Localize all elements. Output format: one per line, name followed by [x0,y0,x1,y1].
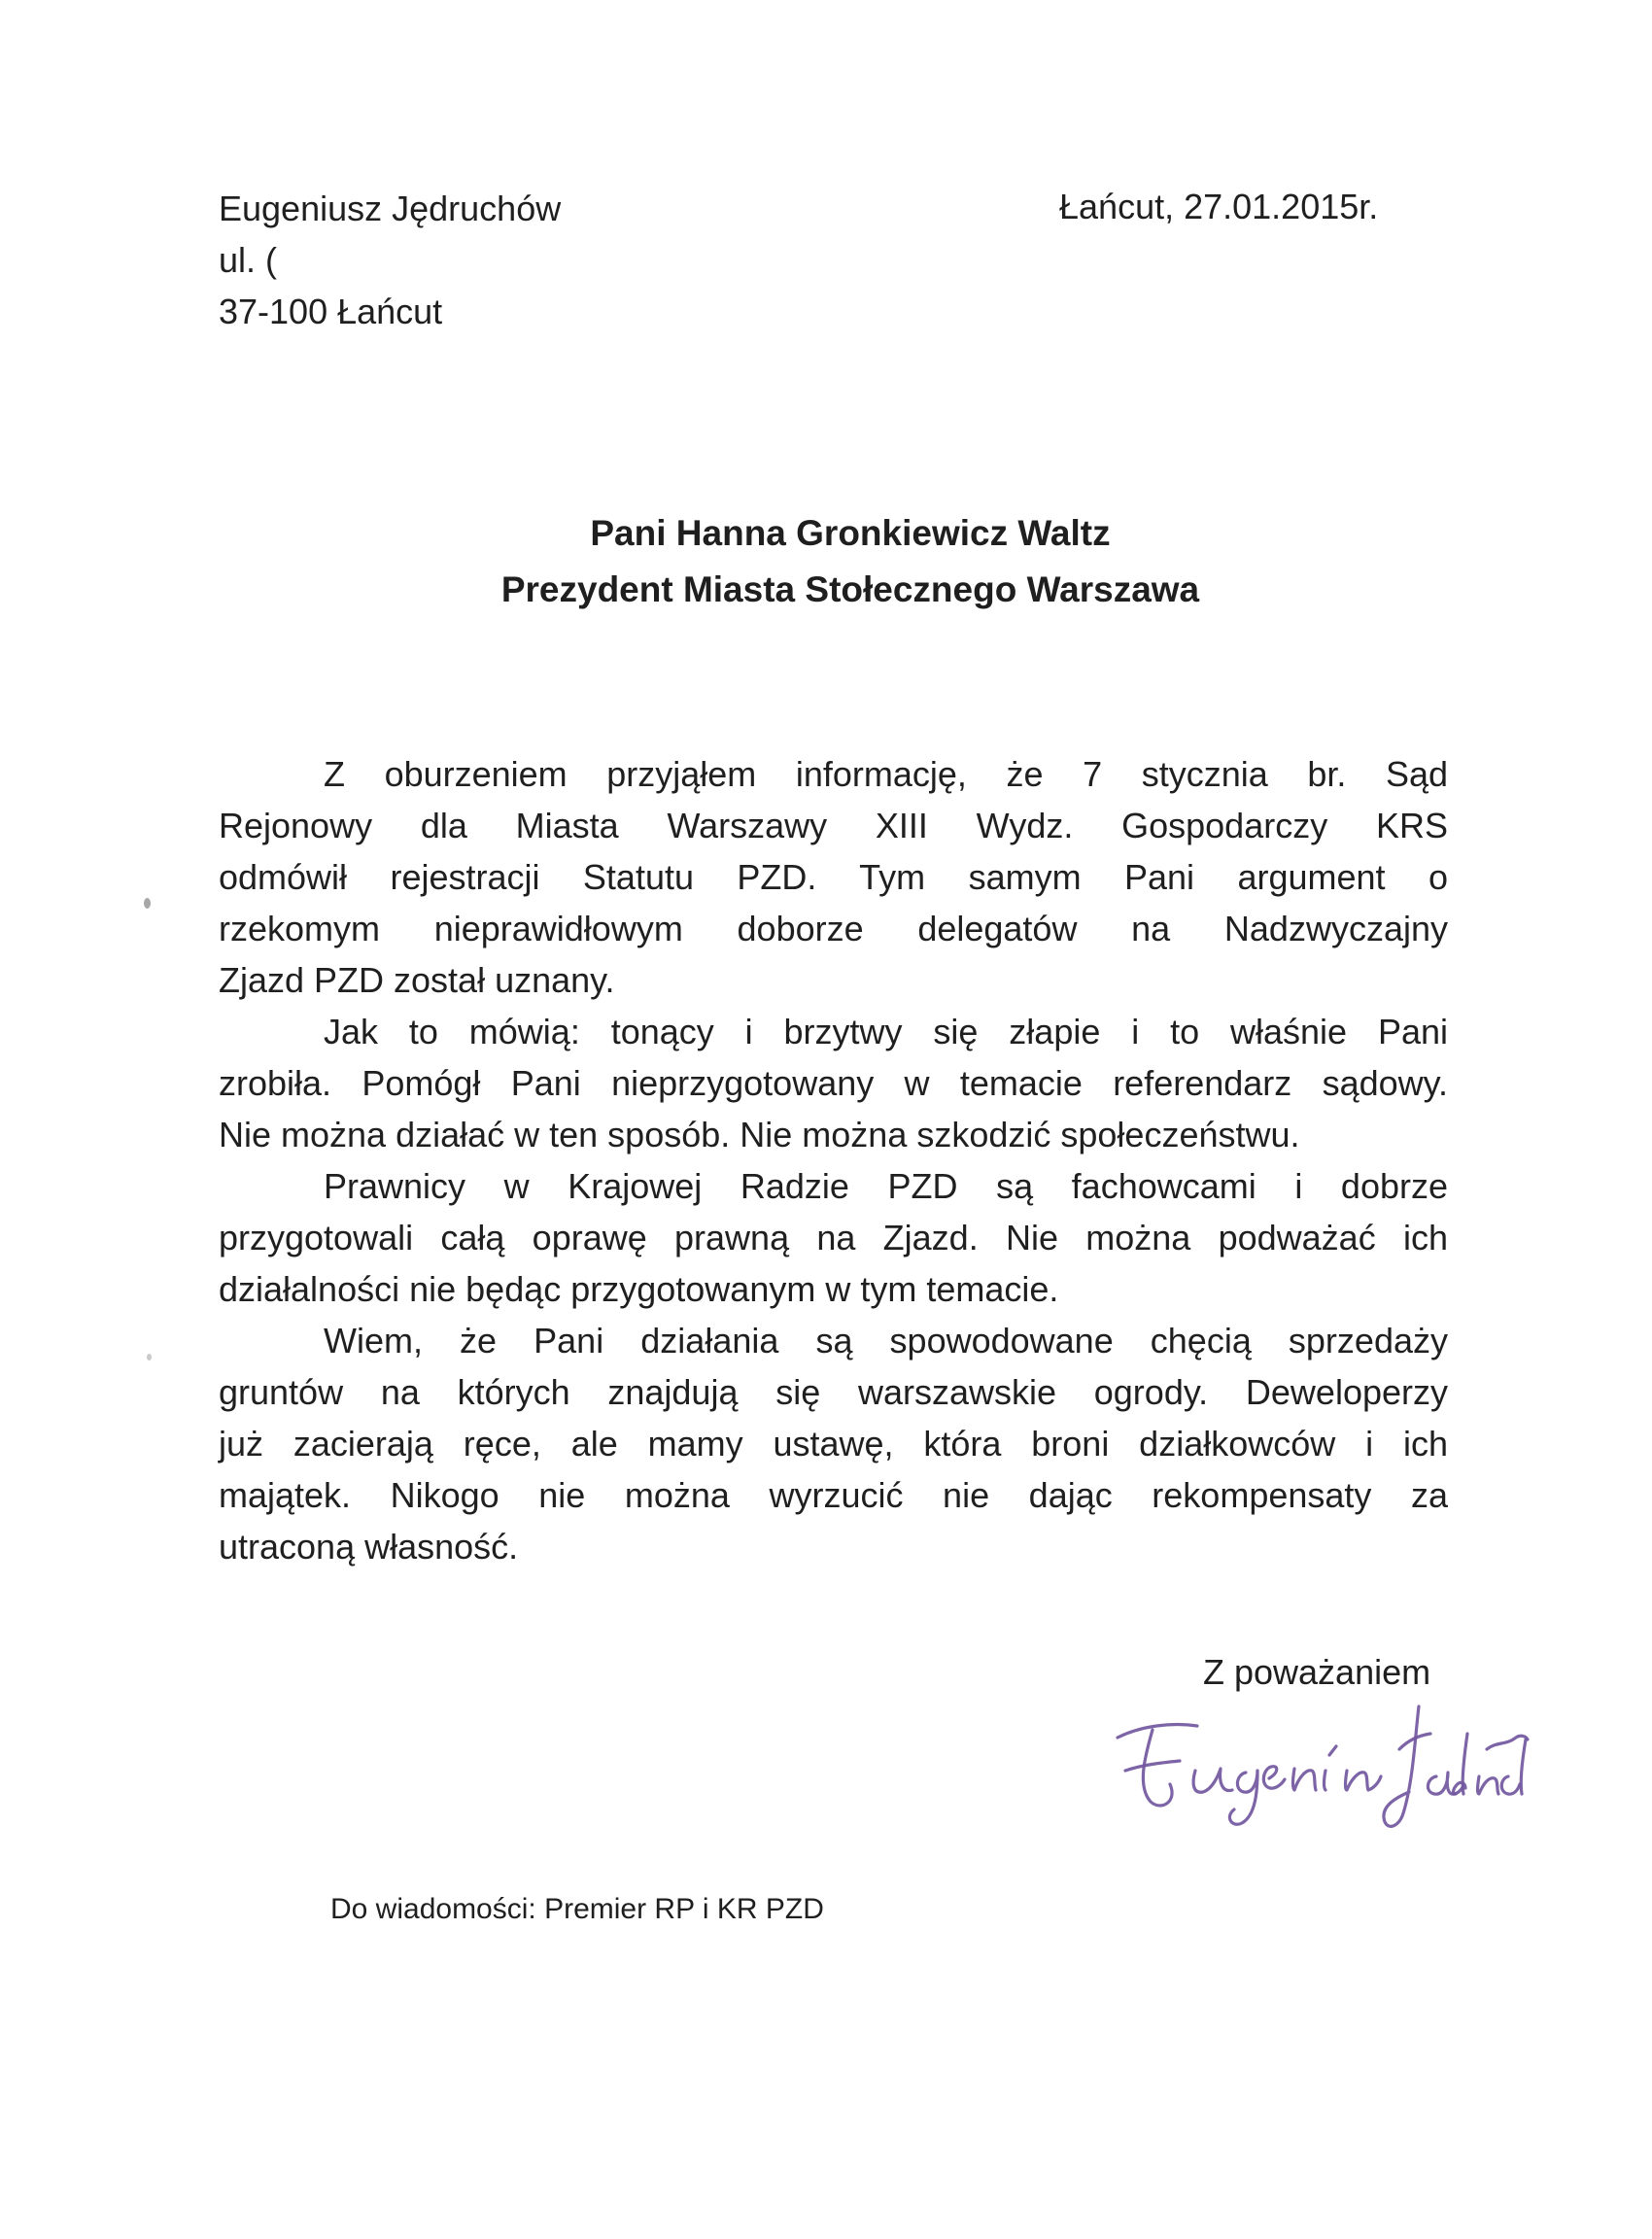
body-line: Z oburzeniem przyjąłem informację, że 7 stycznia br. Sąd [324,754,1448,794]
body-line: Zjazd PZD został uznany. [219,960,615,1000]
sender-name: Eugeniusz Jędruchów [219,189,562,228]
closing-salutation: Z poważaniem [1203,1652,1431,1692]
body-line: Nie można działać w ten sposób. Nie można szkodzić społeczeństwu. [219,1115,1300,1154]
handwritten-signature [1108,1693,1535,1843]
sender-street: ul. ( [219,240,278,280]
scan-speck [144,898,151,909]
sender-block [219,183,561,337]
signature-ink-icon [1108,1693,1535,1843]
cc-note: Do wiadomości: Premier RP i KR PZD [330,1893,824,1925]
body-line: utraconą własność. [219,1527,519,1567]
recipient-title: Prezydent Miasta Stołecznego Warszawa [500,569,1200,609]
body-line: odmówił rejestracji Statutu PZD. Tym samym Pani argument o [219,857,1448,897]
body-line: majątek. Nikogo nie można wyrzucić nie dając rekompensaty za [219,1475,1448,1515]
sender-city: 37-100 Łańcut [219,292,443,331]
dateline: Łańcut, 27.01.2015r. [1059,187,1379,226]
scan-speck [147,1354,152,1361]
body-line: przygotowali całą oprawę prawną na Zjazd. Nie można podważać ich [219,1218,1448,1257]
body-line: już zacierają ręce, ale mamy ustawę, która broni działkowców i ich [219,1424,1448,1464]
recipient-name: Pani Hanna Gronkiewicz Waltz [590,513,1111,553]
body-line: działalności nie będąc przygotowanym w tym temacie. [219,1269,1059,1309]
body-line: Prawnicy w Krajowej Radzie PZD są fachowcami i dobrze [324,1166,1448,1206]
body-line: Wiem, że Pani działania są spowodowane chęcią sprzedaży [324,1321,1448,1361]
recipient-block [0,505,1652,618]
letter-body [219,748,1448,1572]
body-line: rzekomym nieprawidłowym doborze delegatów na Nadzwyczajny [219,909,1448,948]
body-line: Jak to mówią: tonący i brzytwy się złapie i to właśnie Pani [324,1012,1448,1051]
body-line: Rejonowy dla Miasta Warszawy XIII Wydz. Gospodarczy KRS [219,806,1448,845]
body-line: zrobiła. Pomógł Pani nieprzygotowany w temacie referendarz sądowy. [219,1063,1448,1103]
body-line: gruntów na których znajdują się warszawskie ogrody. Deweloperzy [219,1372,1448,1412]
